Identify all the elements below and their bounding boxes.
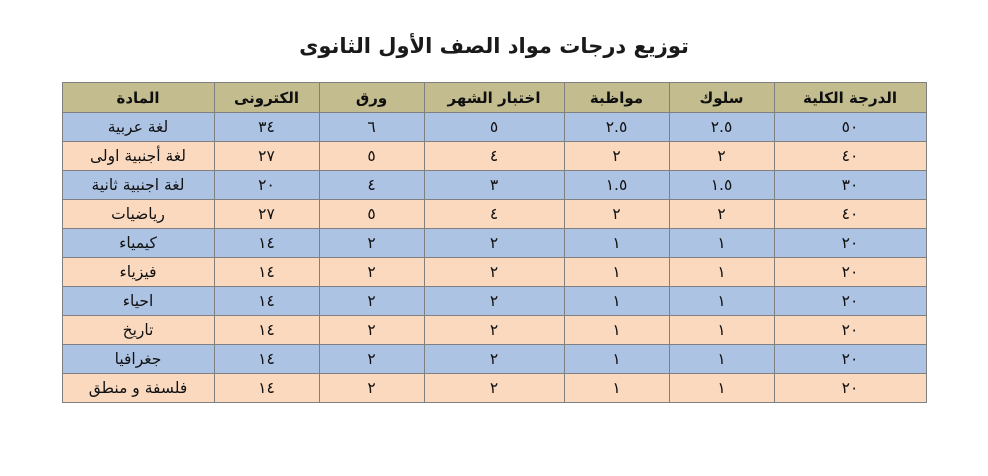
cell-electronic: ١٤ xyxy=(214,229,319,258)
cell-electronic: ٢٧ xyxy=(214,200,319,229)
cell-behavior: ١ xyxy=(669,229,774,258)
cell-subject: فلسفة و منطق xyxy=(62,374,214,403)
cell-behavior: ١.٥ xyxy=(669,171,774,200)
cell-attendance: ١ xyxy=(564,229,669,258)
cell-paper: ٥ xyxy=(319,142,424,171)
cell-attendance: ٢ xyxy=(564,142,669,171)
cell-subject: جغرافيا xyxy=(62,345,214,374)
table-row xyxy=(62,345,926,374)
cell-attendance: ١ xyxy=(564,316,669,345)
cell-paper: ٢ xyxy=(319,258,424,287)
cell-total: ٢٠ xyxy=(774,374,926,403)
cell-paper: ٢ xyxy=(319,374,424,403)
column-header-attendance: مواظبة xyxy=(564,83,669,113)
cell-total: ٤٠ xyxy=(774,200,926,229)
cell-attendance: ١ xyxy=(564,374,669,403)
cell-behavior: ١ xyxy=(669,287,774,316)
table-header xyxy=(62,83,926,113)
cell-total: ٤٠ xyxy=(774,142,926,171)
table-row xyxy=(62,374,926,403)
column-header-electronic: الكترونى xyxy=(214,83,319,113)
column-header-month-exam: اختبار الشهر xyxy=(424,83,564,113)
cell-electronic: ١٤ xyxy=(214,287,319,316)
cell-total: ٥٠ xyxy=(774,113,926,142)
cell-attendance: ١ xyxy=(564,287,669,316)
cell-behavior: ١ xyxy=(669,316,774,345)
cell-behavior: ٢.٥ xyxy=(669,113,774,142)
cell-electronic: ١٤ xyxy=(214,374,319,403)
cell-month-exam: ٤ xyxy=(424,142,564,171)
table-row xyxy=(62,171,926,200)
cell-subject: لغة اجنبية ثانية xyxy=(62,171,214,200)
cell-subject: فيزياء xyxy=(62,258,214,287)
grades-table-container xyxy=(0,82,988,403)
cell-subject: لغة عربية xyxy=(62,113,214,142)
column-header-subject: المادة xyxy=(62,83,214,113)
cell-total: ٣٠ xyxy=(774,171,926,200)
cell-paper: ٢ xyxy=(319,316,424,345)
cell-electronic: ٢٠ xyxy=(214,171,319,200)
cell-total: ٢٠ xyxy=(774,258,926,287)
table-row xyxy=(62,229,926,258)
cell-attendance: ١ xyxy=(564,258,669,287)
cell-month-exam: ٢ xyxy=(424,316,564,345)
cell-attendance: ١ xyxy=(564,345,669,374)
cell-month-exam: ٢ xyxy=(424,287,564,316)
cell-month-exam: ٢ xyxy=(424,258,564,287)
cell-month-exam: ٢ xyxy=(424,229,564,258)
cell-attendance: ٢.٥ xyxy=(564,113,669,142)
cell-month-exam: ٤ xyxy=(424,200,564,229)
document-page xyxy=(0,34,988,476)
cell-month-exam: ٣ xyxy=(424,171,564,200)
cell-paper: ٤ xyxy=(319,171,424,200)
cell-month-exam: ٢ xyxy=(424,374,564,403)
cell-behavior: ١ xyxy=(669,374,774,403)
cell-attendance: ١.٥ xyxy=(564,171,669,200)
table-row xyxy=(62,113,926,142)
column-header-paper: ورق xyxy=(319,83,424,113)
cell-month-exam: ٢ xyxy=(424,345,564,374)
page-title: توزيع درجات مواد الصف الأول الثانوى xyxy=(299,34,689,58)
table-row xyxy=(62,200,926,229)
cell-behavior: ٢ xyxy=(669,200,774,229)
table-row xyxy=(62,287,926,316)
table-row xyxy=(62,316,926,345)
cell-behavior: ٢ xyxy=(669,142,774,171)
cell-total: ٢٠ xyxy=(774,316,926,345)
cell-paper: ٢ xyxy=(319,287,424,316)
table-row xyxy=(62,142,926,171)
cell-subject: احياء xyxy=(62,287,214,316)
header-row xyxy=(62,83,926,113)
table-body xyxy=(62,113,926,403)
cell-electronic: ١٤ xyxy=(214,345,319,374)
cell-paper: ٢ xyxy=(319,345,424,374)
cell-subject: كيمياء xyxy=(62,229,214,258)
column-header-total: الدرجة الكلية xyxy=(774,83,926,113)
cell-behavior: ١ xyxy=(669,258,774,287)
cell-subject: تاريخ xyxy=(62,316,214,345)
column-header-behavior: سلوك xyxy=(669,83,774,113)
cell-total: ٢٠ xyxy=(774,345,926,374)
cell-electronic: ١٤ xyxy=(214,258,319,287)
cell-subject: لغة أجنبية اولى xyxy=(62,142,214,171)
cell-behavior: ١ xyxy=(669,345,774,374)
cell-electronic: ٣٤ xyxy=(214,113,319,142)
cell-total: ٢٠ xyxy=(774,229,926,258)
table-row xyxy=(62,258,926,287)
cell-attendance: ٢ xyxy=(564,200,669,229)
cell-electronic: ١٤ xyxy=(214,316,319,345)
cell-month-exam: ٥ xyxy=(424,113,564,142)
cell-total: ٢٠ xyxy=(774,287,926,316)
cell-electronic: ٢٧ xyxy=(214,142,319,171)
cell-paper: ٦ xyxy=(319,113,424,142)
cell-paper: ٢ xyxy=(319,229,424,258)
cell-paper: ٥ xyxy=(319,200,424,229)
cell-subject: رياضيات xyxy=(62,200,214,229)
grades-table xyxy=(62,82,927,403)
